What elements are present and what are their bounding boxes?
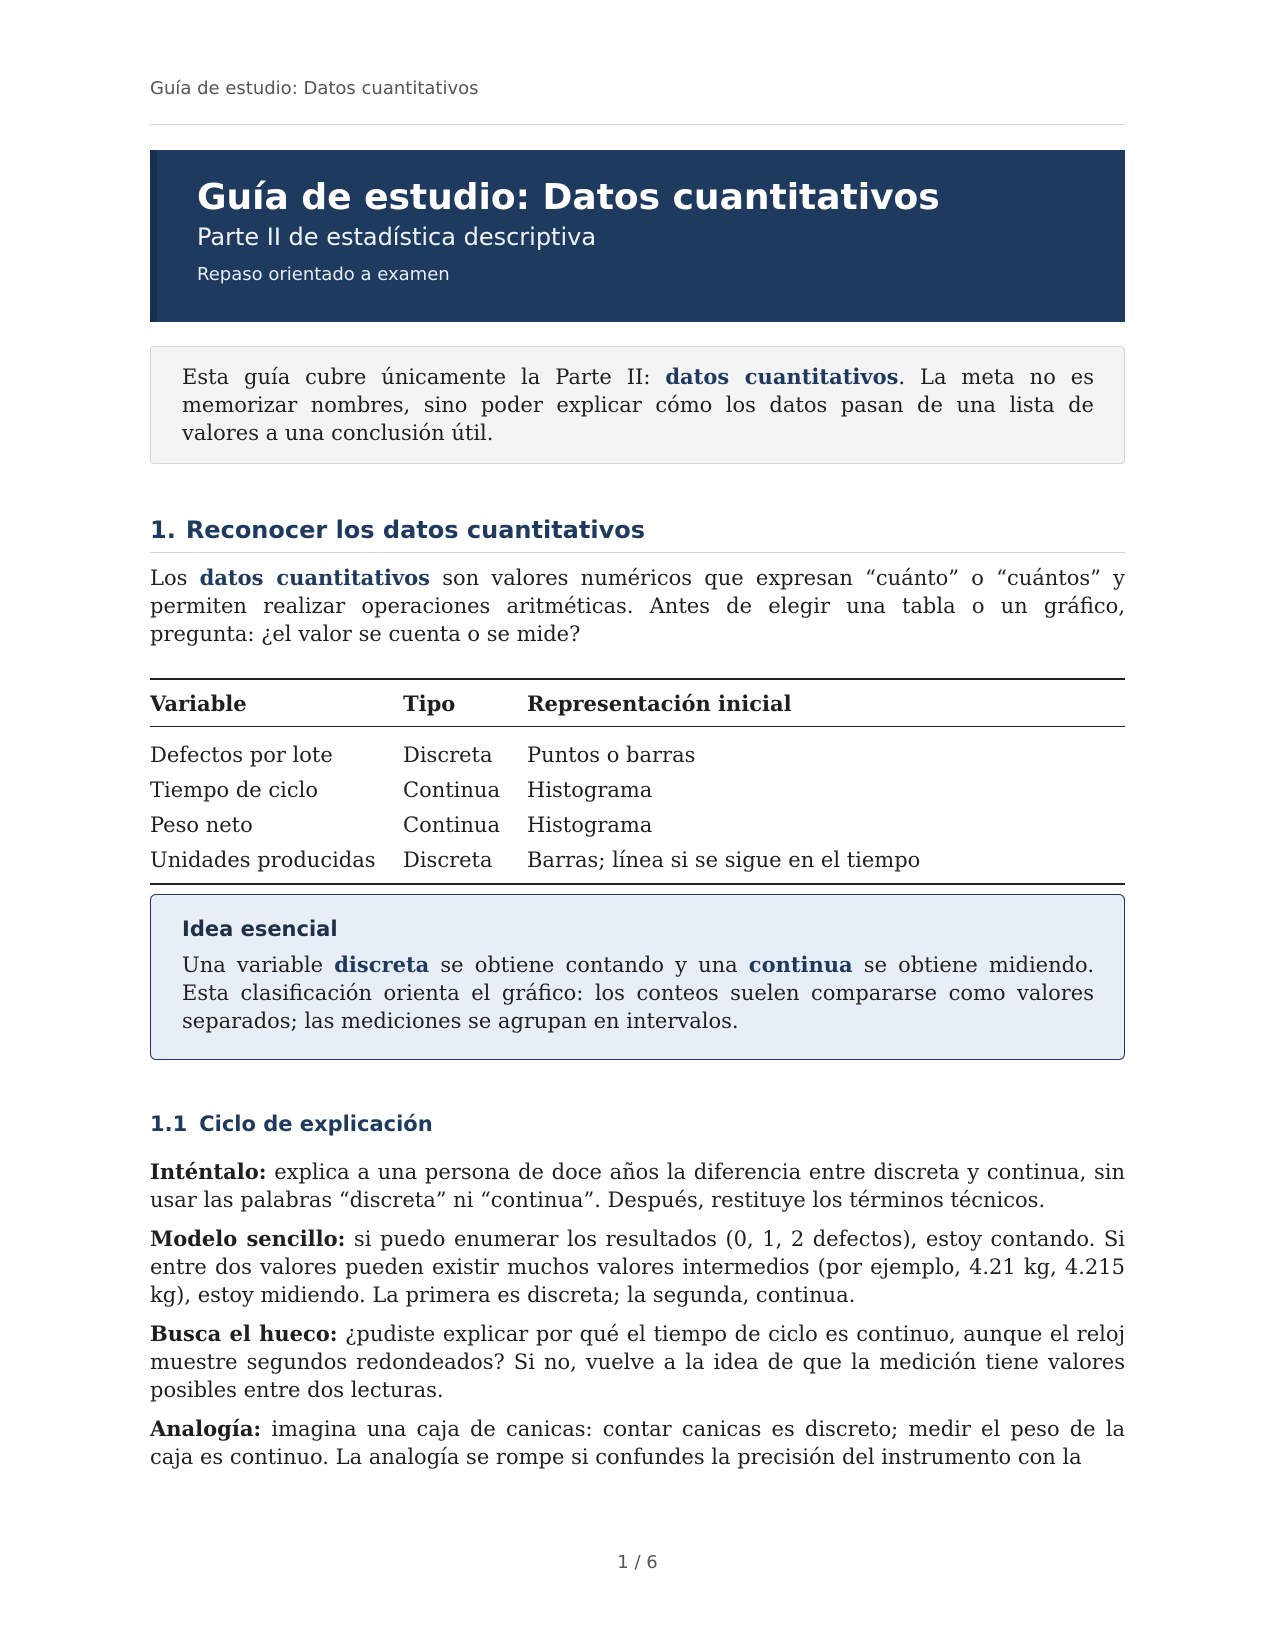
- idea-emphasis-continuous: continua: [748, 952, 853, 977]
- step-text: si puedo enumerar los resultados (0, 1, 2 defectos), estoy contando. Si entre dos valores pueden existir muchos valores intermedios (por ejemplo, 4.21 kg, 4.215 kg), estoy midiendo. La primera es discreta; la segunda, continua.: [150, 1227, 1125, 1307]
- table-cell: Barras; línea si se sigue en el tiempo: [527, 842, 1125, 884]
- key-idea-title: Idea esencial: [182, 917, 338, 941]
- table-cell: Peso neto: [150, 812, 253, 837]
- page-number: 1 / 6: [617, 1552, 658, 1573]
- idea-text-part: se obtiene contando y una: [429, 953, 749, 977]
- table-header-row: [150, 679, 1125, 727]
- table-row: [150, 842, 1125, 884]
- table-row: [150, 727, 1125, 773]
- table-cell: Discreta: [403, 742, 493, 767]
- idea-emphasis-discrete: discreta: [334, 952, 430, 977]
- step-label: Inténtalo:: [150, 1159, 267, 1184]
- key-idea-box: [150, 894, 1125, 1060]
- document-kicker: Repaso orientado a examen: [197, 264, 450, 285]
- step-text: ¿pudiste explicar por qué el tiempo de ciclo es continuo, aunque el reloj muestre segundos redondeados? Si no, vuelve a la idea de que la medición tiene valores posibles entre dos lecturas.: [150, 1322, 1126, 1402]
- table-cell: Continua: [403, 777, 500, 802]
- table-row: [150, 772, 1125, 807]
- paragraph-text-end: son valores numéricos que expresan “cuánto” o “cuántos” y permiten realizar operaciones aritméticas. Antes de elegir una tabla o un gráfico, pregunta: ¿el valor se cuenta o se mide?: [150, 566, 1125, 646]
- header-divider: [150, 124, 1125, 125]
- step-text: explica a una persona de doce años la diferencia entre discreta y continua, sin usar las palabras “discreta” ni “continua”. Después, restituye los términos técnicos.: [150, 1160, 1125, 1212]
- section-number: 1.: [150, 516, 176, 544]
- paragraph-emphasis: datos cuantitativos: [199, 565, 430, 590]
- paragraph-text-start: Los: [150, 566, 200, 590]
- subsection-number: 1.1: [150, 1112, 188, 1136]
- title-banner: [150, 150, 1125, 322]
- intro-emphasis: datos cuantitativos: [665, 364, 899, 389]
- variables-table: [150, 678, 1125, 885]
- document-title: Guía de estudio: Datos cuantitativos: [197, 177, 940, 218]
- section-title: Reconocer los datos cuantitativos: [185, 516, 645, 544]
- step-label: Modelo sencillo:: [150, 1226, 346, 1251]
- idea-text-part: Una variable: [182, 953, 335, 977]
- table-header-cell: Tipo: [403, 679, 527, 727]
- subsection-heading: [150, 1112, 433, 1136]
- table-cell: Discreta: [403, 842, 527, 884]
- table-cell: Tiempo de ciclo: [150, 777, 318, 802]
- table-cell: Defectos por lote: [150, 742, 333, 767]
- intro-box: [150, 346, 1125, 464]
- table-header-cell: Representación inicial: [527, 679, 1125, 727]
- running-header: Guía de estudio: Datos cuantitativos: [150, 78, 479, 99]
- intro-text-end: . La meta no es memorizar nombres, sino poder explicar cómo los datos pasan de una lista de valores a una conclusión útil.: [182, 365, 1094, 445]
- table-header-cell: Variable: [150, 679, 403, 727]
- step-label: Analogía:: [150, 1416, 262, 1441]
- cycle-step-try: [150, 1158, 1125, 1214]
- key-idea-text: [182, 951, 1094, 1035]
- section-paragraph: [150, 564, 1125, 648]
- cycle-step-gap: [150, 1320, 1125, 1404]
- table-cell: Histograma: [527, 812, 653, 837]
- table-cell: Puntos o barras: [527, 742, 696, 767]
- table-cell: Histograma: [527, 777, 653, 802]
- step-label: Busca el hueco:: [150, 1321, 338, 1346]
- table-row: [150, 807, 1125, 842]
- document-subtitle: Parte II de estadística descriptiva: [197, 223, 597, 251]
- cycle-step-model: [150, 1225, 1125, 1309]
- idea-text-part: se obtiene midiendo. Esta clasificación orienta el gráfico: los conteos suelen compararse como valores separados; las mediciones se agrupan en intervalos.: [182, 953, 1095, 1033]
- intro-text-start: Esta guía cubre únicamente la Parte II:: [182, 365, 666, 389]
- cycle-step-analogy: [150, 1415, 1125, 1471]
- step-text: imagina una caja de canicas: contar canicas es discreto; medir el peso de la caja es continuo. La analogía se rompe si confundes la precisión del instrumento con la: [150, 1417, 1125, 1469]
- subsection-title: Ciclo de explicación: [199, 1112, 433, 1136]
- table-cell: Continua: [403, 812, 500, 837]
- section-heading: [150, 516, 1125, 553]
- table-cell: Unidades producidas: [150, 842, 403, 884]
